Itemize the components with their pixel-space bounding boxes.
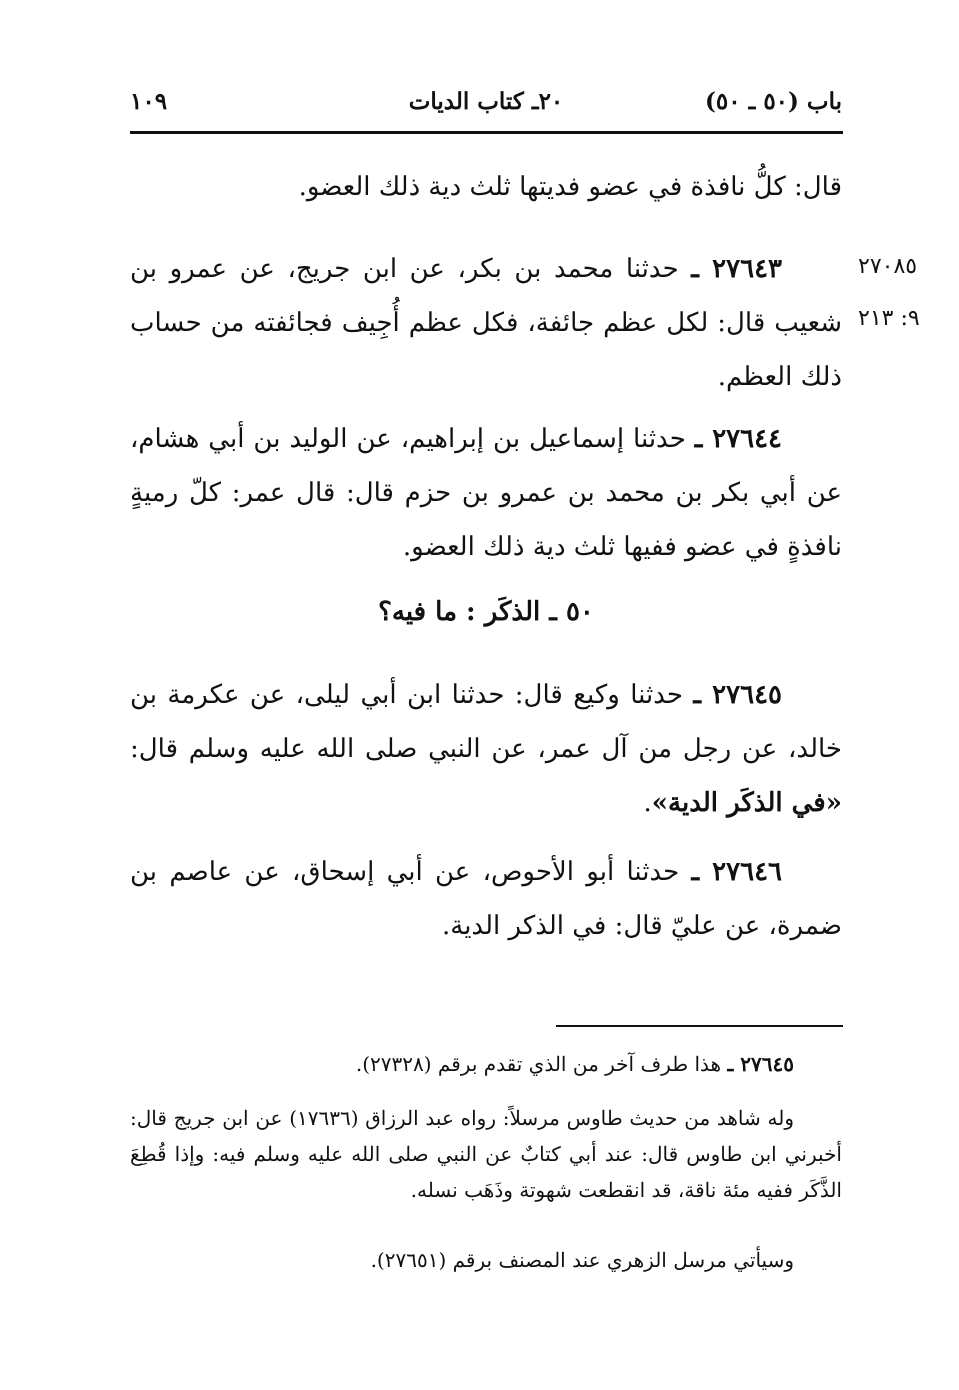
prophetic-quote: «في الذكَر الدية»: [651, 788, 842, 818]
footnote-2: [130, 1100, 842, 1208]
margin-ref-1: ٢٧٠٨٥: [858, 254, 918, 279]
hadith-number: ٢٧٦٤٤ ـ: [694, 424, 783, 454]
paragraph-intro: [130, 160, 842, 214]
hadith-27645: [130, 668, 842, 830]
hadith-end: .: [643, 788, 652, 818]
footnote-text: وسيأتي مرسل الزهري عند المصنف برقم (٢٧٦٥١).: [370, 1248, 794, 1272]
section-heading: ٥٠ ـ الذكَر : ما فيه؟: [378, 597, 594, 627]
footnote-text: هذا طرف آخر من الذي تقدم برقم (٢٧٣٢٨).: [355, 1052, 728, 1076]
footnote-text: وله شاهد من حديث طاوس مرسلاً: رواه عبد الرزاق (١٧٦٣٦) عن ابن جريج قال: أخبرني ابن طاوس قال: عند أبي كتابٌ عن النبي صلى الله عليه وسلم فيه: وإذا قُطِعَ الذَّكَر ففيه مئة ناقة، قد انقطعت شهوتة وذَهَب نسله.: [130, 1106, 842, 1202]
book-title: ٢٠ـ كتاب الديات: [408, 88, 564, 115]
footnote-1: [130, 1046, 842, 1082]
hadith-number: ٢٧٦٤٥ ـ: [693, 680, 782, 710]
hadith-text: حدثنا إسماعيل بن إبراهيم، عن الوليد بن أبي هشام، عن أبي بكر بن محمد بن عمرو بن حزم قال: قال عمر: كلّ رميةٍ نافذةٍ في عضو ففيها ثلث دية ذلك العضو.: [130, 424, 842, 562]
footnote-rule: [556, 1025, 843, 1027]
footnote-3: [130, 1242, 842, 1278]
hadith-text: حدثنا وكيع قال: حدثنا ابن أبي ليلى، عن عكرمة بن خالد، عن رجل من آل عمر، عن النبي صلى الله عليه وسلم قال:: [130, 680, 842, 764]
hadith-27643: [130, 242, 842, 404]
hadith-text: حدثنا محمد بن بكر، عن ابن جريج، عن عمرو بن شعيب قال: لكل عظم جائفة، فكل عظم أُجِيف فجائفته من حساب ذلك العظم.: [130, 254, 842, 392]
chapter-section-label: باب (٥٠ ـ ٥٠): [704, 88, 842, 115]
page-number: ١٠٩: [130, 88, 168, 115]
page-header: [130, 88, 842, 128]
paragraph-text: قال: كلُّ نافذة في عضو فديتها ثلث دية ذلك العضو.: [298, 172, 842, 202]
hadith-27646: [130, 845, 842, 953]
margin-ref-2: ٩: ٢١٣: [858, 306, 920, 331]
hadith-number: ٢٧٦٤٣ ـ: [691, 254, 782, 284]
hadith-text: حدثنا أبو الأحوص، عن أبي إسحاق، عن عاصم بن ضمرة، عن عليّ قال: في الذكر الدية.: [130, 857, 842, 941]
header-rule: [130, 131, 843, 134]
hadith-number: ٢٧٦٤٦ ـ: [691, 857, 782, 887]
hadith-27644: [130, 412, 842, 574]
footnote-number: ٢٧٦٤٥ ـ: [727, 1052, 794, 1076]
